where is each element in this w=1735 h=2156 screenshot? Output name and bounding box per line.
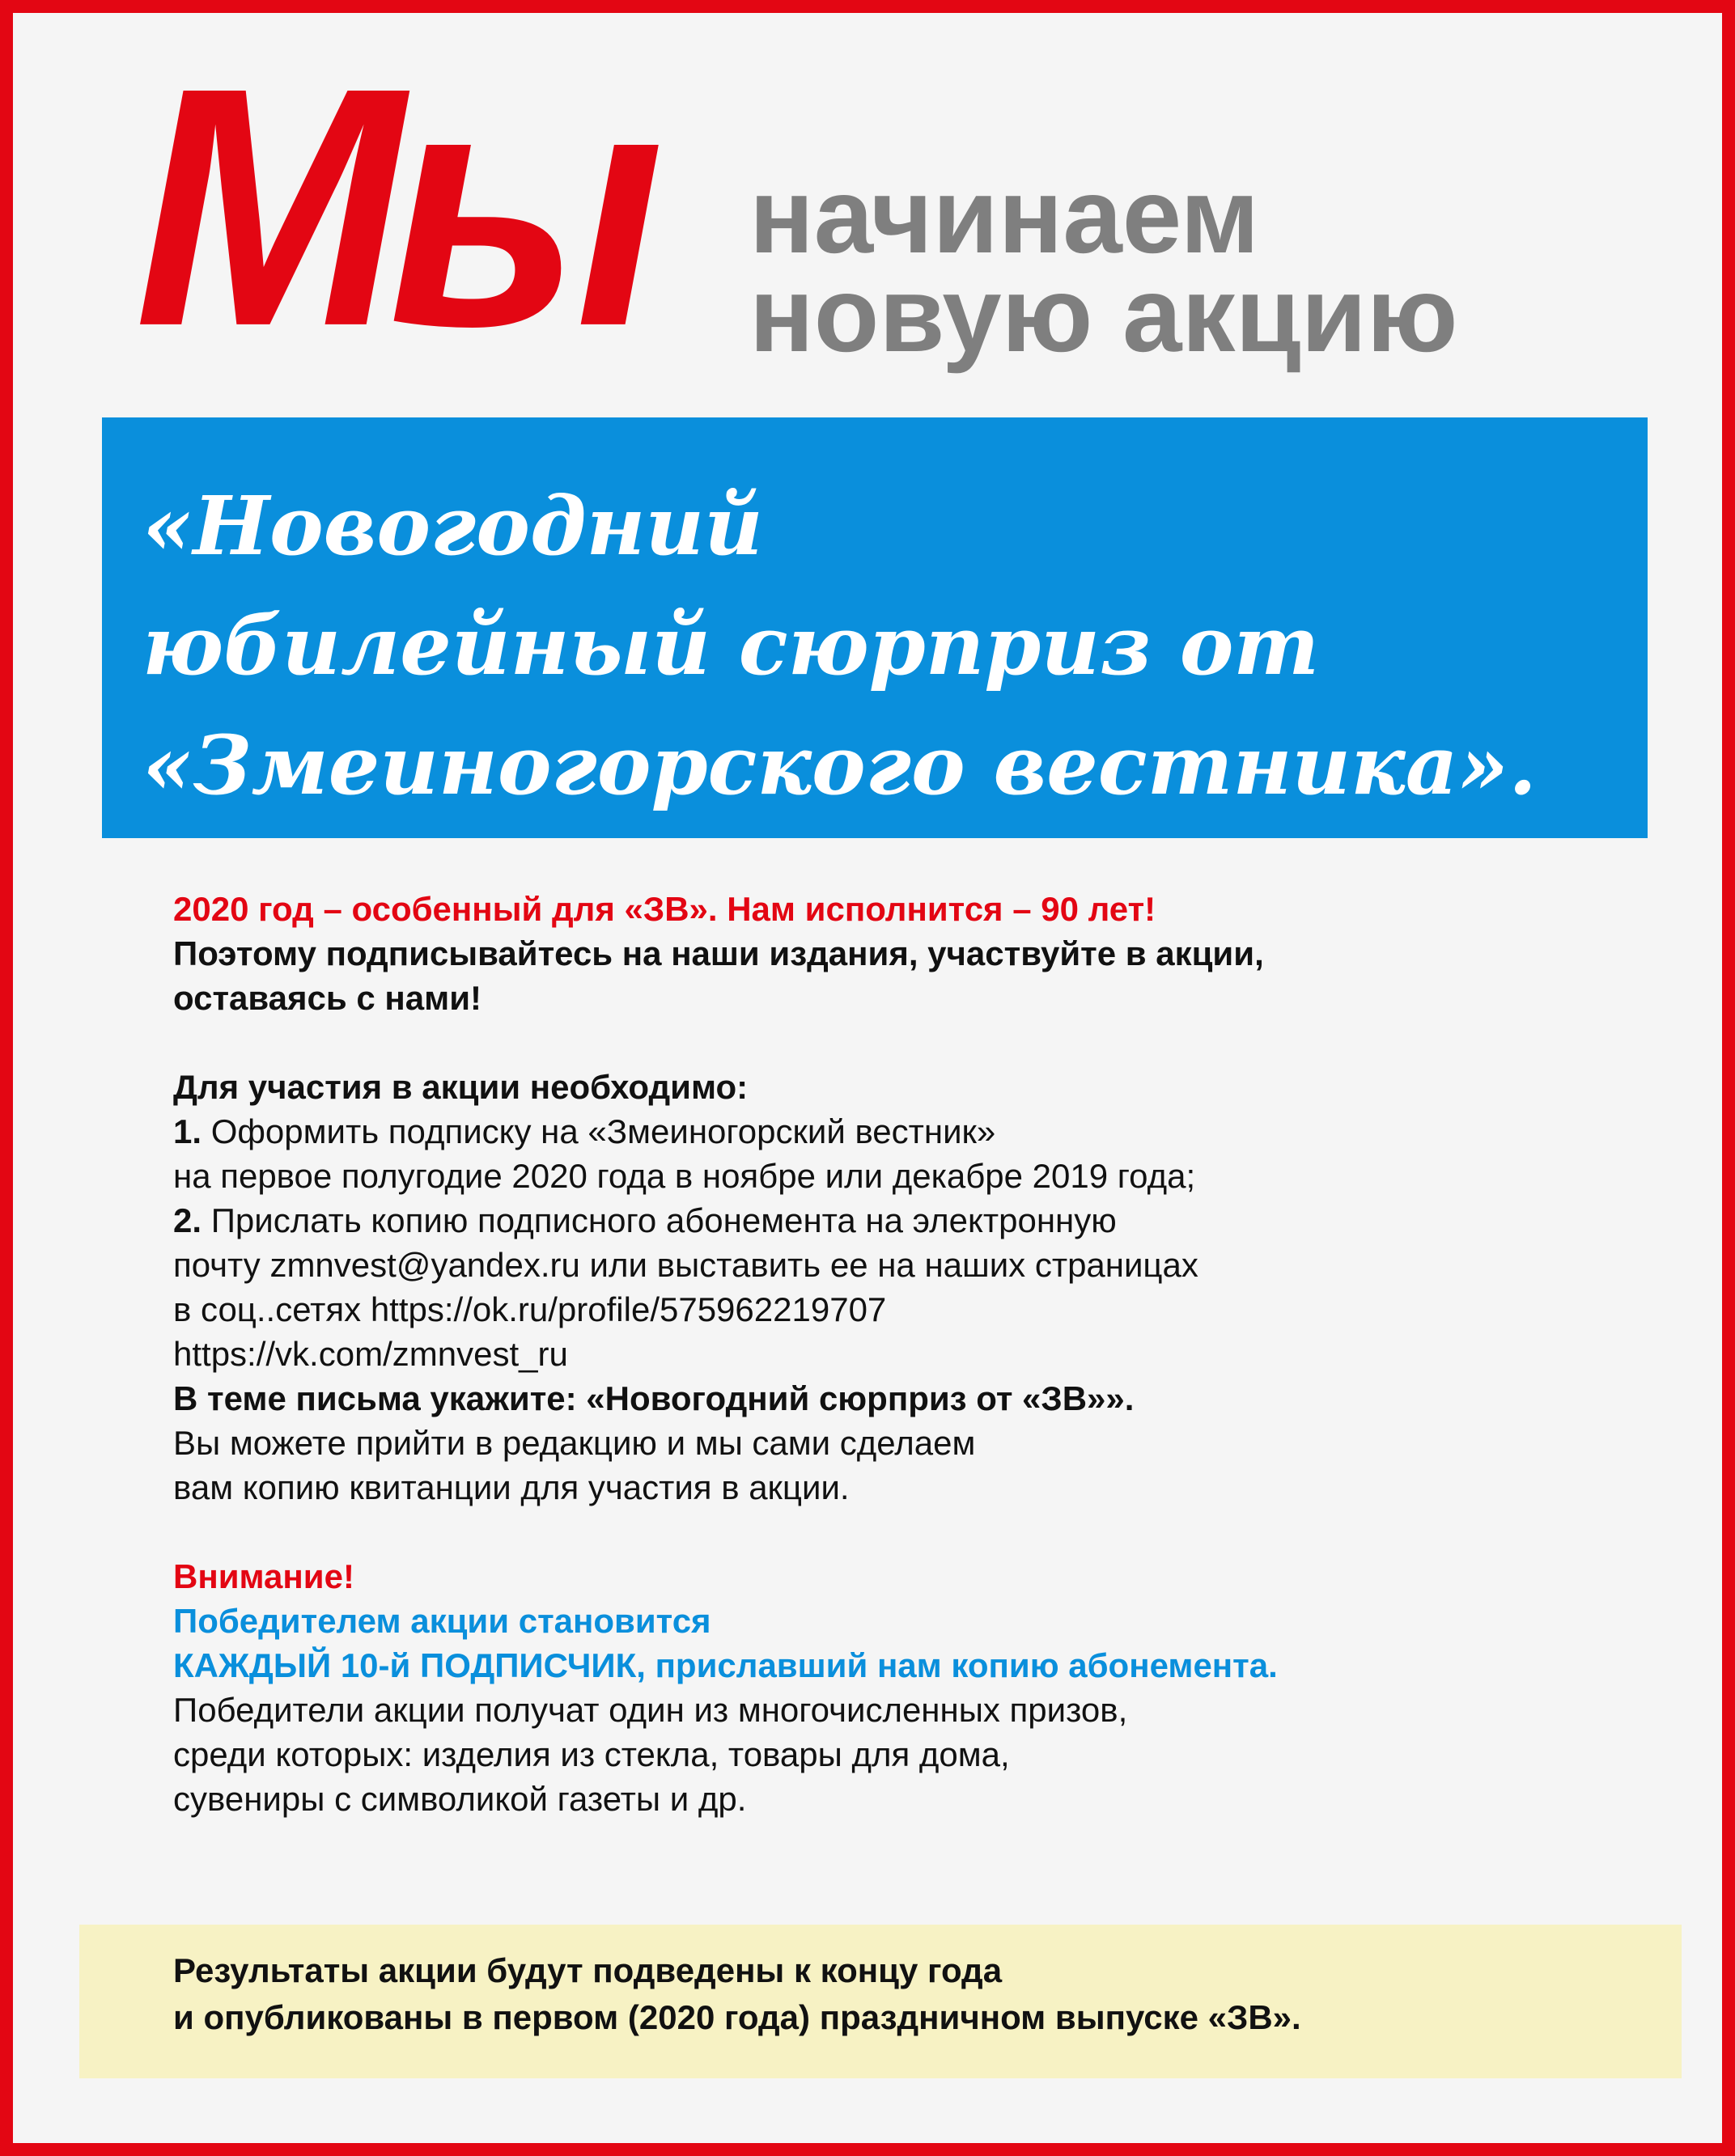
promo-title bbox=[142, 466, 1537, 825]
results-box bbox=[79, 1925, 1682, 2078]
rules-heading: Для участия в акции необходимо: bbox=[173, 1068, 749, 1106]
intro-line-1: Поэтому подписывайтесь на наши издания, участвуйте в акции, bbox=[173, 934, 1264, 972]
headline-we: Мы bbox=[134, 16, 648, 397]
email-subject-line: В теме письма укажите: «Новогодний сюрприз от «ЗВ»». bbox=[173, 1379, 1135, 1417]
anniversary-line: 2020 год – особенный для «ЗВ». Нам исполнится – 90 лет! bbox=[173, 890, 1156, 928]
prize-line-2: среди которых: изделия из стекла, товары для дома, bbox=[173, 1735, 1010, 1773]
results-line-1: Результаты акции будут подведены к концу года bbox=[173, 1951, 1003, 1989]
headline-line-2: новую акцию bbox=[749, 255, 1458, 374]
rule-step-2-email: почту zmnvest@yandex.ru или выставить ее на наших страницах bbox=[173, 1246, 1198, 1284]
rule-step-1-cont: на первое полугодие 2020 года в ноябре или декабре 2019 года; bbox=[173, 1157, 1196, 1195]
promo-title-line-2: юбилейный сюрприз от bbox=[142, 598, 1320, 693]
promo-title-line-3: «Змеиногорского вестника». bbox=[142, 718, 1537, 813]
office-line-2: вам копию квитанции для участия в акции. bbox=[173, 1468, 850, 1506]
winner-line-1: Победителем акции становится bbox=[173, 1602, 711, 1640]
results-text bbox=[173, 1947, 1301, 2041]
step-2-number: 2. bbox=[173, 1201, 202, 1239]
attention-label: Внимание! bbox=[173, 1557, 354, 1595]
promo-body bbox=[173, 887, 1630, 1821]
prize-line-1: Победители акции получат один из многочисленных призов, bbox=[173, 1691, 1128, 1729]
step-1-text: Оформить подписку на «Змеиногорский вестник» bbox=[201, 1112, 996, 1150]
step-1-number: 1. bbox=[173, 1112, 202, 1150]
results-line-2: и опубликованы в первом (2020 года) праздничном выпуске «ЗВ». bbox=[173, 1998, 1301, 2036]
rule-step-2-vk-link: https://vk.com/zmnvest_ru bbox=[173, 1335, 568, 1373]
rule-step-2 bbox=[173, 1198, 1630, 1243]
rule-step-1 bbox=[173, 1109, 1630, 1154]
winner-line-2: КАЖДЫЙ 10-й ПОДПИСЧИК, приславший нам копию абонемента. bbox=[173, 1646, 1278, 1684]
headline-line-1: начинаем bbox=[749, 156, 1260, 275]
step-2-text: Прислать копию подписного абонемента на электронную bbox=[201, 1201, 1117, 1239]
prize-line-3: сувениры с символикой газеты и др. bbox=[173, 1780, 747, 1818]
headline-subtitle bbox=[749, 156, 1458, 374]
rule-step-2-ok-link: в соц..сетях https://ok.ru/profile/575962219707 bbox=[173, 1290, 887, 1328]
promo-title-line-1: «Новогодний bbox=[142, 478, 763, 574]
office-line-1: Вы можете прийти в редакцию и мы сами сделаем bbox=[173, 1424, 976, 1462]
promo-title-banner bbox=[102, 417, 1648, 838]
intro-line-2: оставаясь с нами! bbox=[173, 979, 481, 1017]
